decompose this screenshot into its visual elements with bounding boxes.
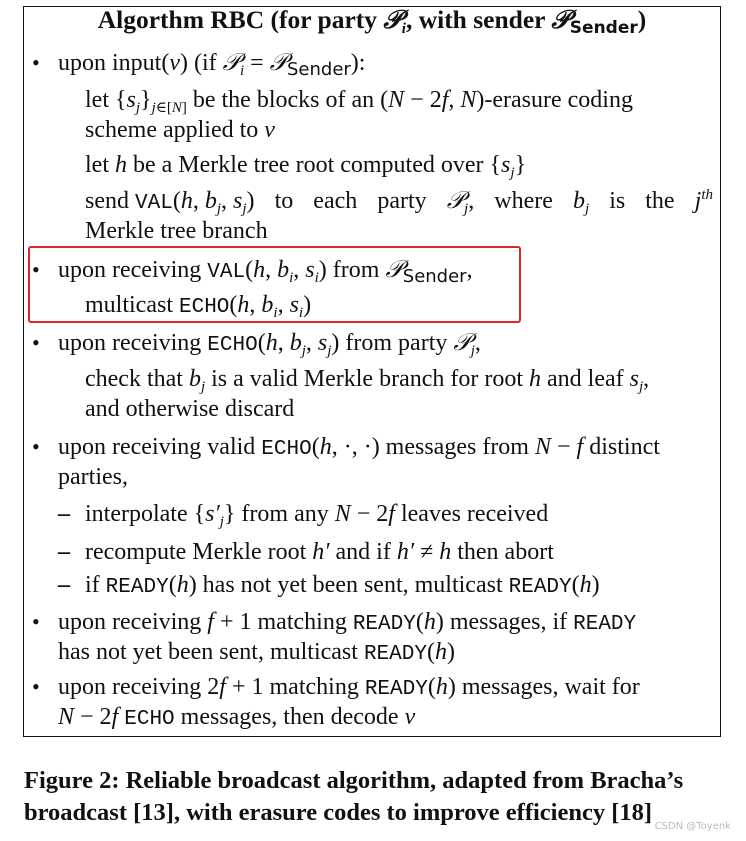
algo-line: upon receiving ECHO(h, $b_j$, $s_j$) from party 𝒫$_j$, (58, 330, 481, 359)
bullet: • (32, 674, 40, 699)
algo-line: let $\{s_j\}_{j\in[N]}$ be the blocks of an (N − 2f, N)-erasure coding (85, 87, 633, 116)
algo-line: upon receiving f + 1 matching READY(h) messages, if READY (58, 609, 637, 636)
figure-caption-line1: Figure 2: Reliable broadcast algorithm, adapted from Bracha’s (24, 767, 684, 794)
algo-line: scheme applied to v (85, 117, 275, 143)
algo-line: let h be a Merkle tree root computed over $\{s_j\}$ (85, 152, 527, 181)
bullet: • (32, 50, 40, 75)
algo-line: Merkle tree branch (85, 218, 268, 244)
algo-line: interpolate $\{s'_j\}$ from any N − 2f leaves received (85, 501, 549, 530)
algo-line: send VAL(h, $b_j$, $s_j$) to each party 𝒫$_j$, where $b_j$ is the $j^{th}$ (85, 187, 713, 217)
algo-line: has not yet been sent, multicast READY(h) (58, 639, 455, 666)
algo-line: multicast ECHO(h, $b_i$, $s_i$) (85, 292, 312, 321)
dash-marker: – (58, 539, 70, 565)
figure-caption-line2: broadcast [13], with erasure codes to improve efficiency [18] (24, 799, 653, 826)
bullet: • (32, 434, 40, 459)
algo-line: upon receiving 2f + 1 matching READY(h) messages, wait for (58, 674, 640, 701)
algo-line: upon receiving valid ECHO(h, ·, ·) messages from N − f distinct (58, 434, 660, 461)
algo-line: upon receiving VAL(h, $b_i$, $s_i$) from 𝒫$_{Sender}$, (58, 257, 473, 287)
algo-line: parties, (58, 464, 128, 490)
algo-line: if READY(h) has not yet been sent, multicast READY(h) (85, 572, 600, 599)
dash-marker: – (58, 572, 70, 598)
algorithm-title: Algorthm RBC (for party 𝒫$_i$, with sender 𝒫$_{Sender}$) (97, 5, 647, 38)
algo-line: upon input(v) (if 𝒫$_i$ = 𝒫$_{Sender}$): (58, 50, 366, 80)
dash-marker: – (58, 501, 70, 527)
bullet: • (32, 609, 40, 634)
bullet: • (32, 257, 40, 282)
bullet: • (32, 330, 40, 355)
watermark: CSDN @Toyenk (654, 821, 731, 832)
algo-line: and otherwise discard (85, 396, 295, 422)
algo-line: check that $b_j$ is a valid Merkle branch for root h and leaf $s_j$, (85, 366, 650, 395)
algo-line: N − 2f ECHO messages, then decode v (58, 704, 416, 731)
algo-line: recompute Merkle root h′ and if h′ ≠ h then abort (85, 539, 554, 565)
